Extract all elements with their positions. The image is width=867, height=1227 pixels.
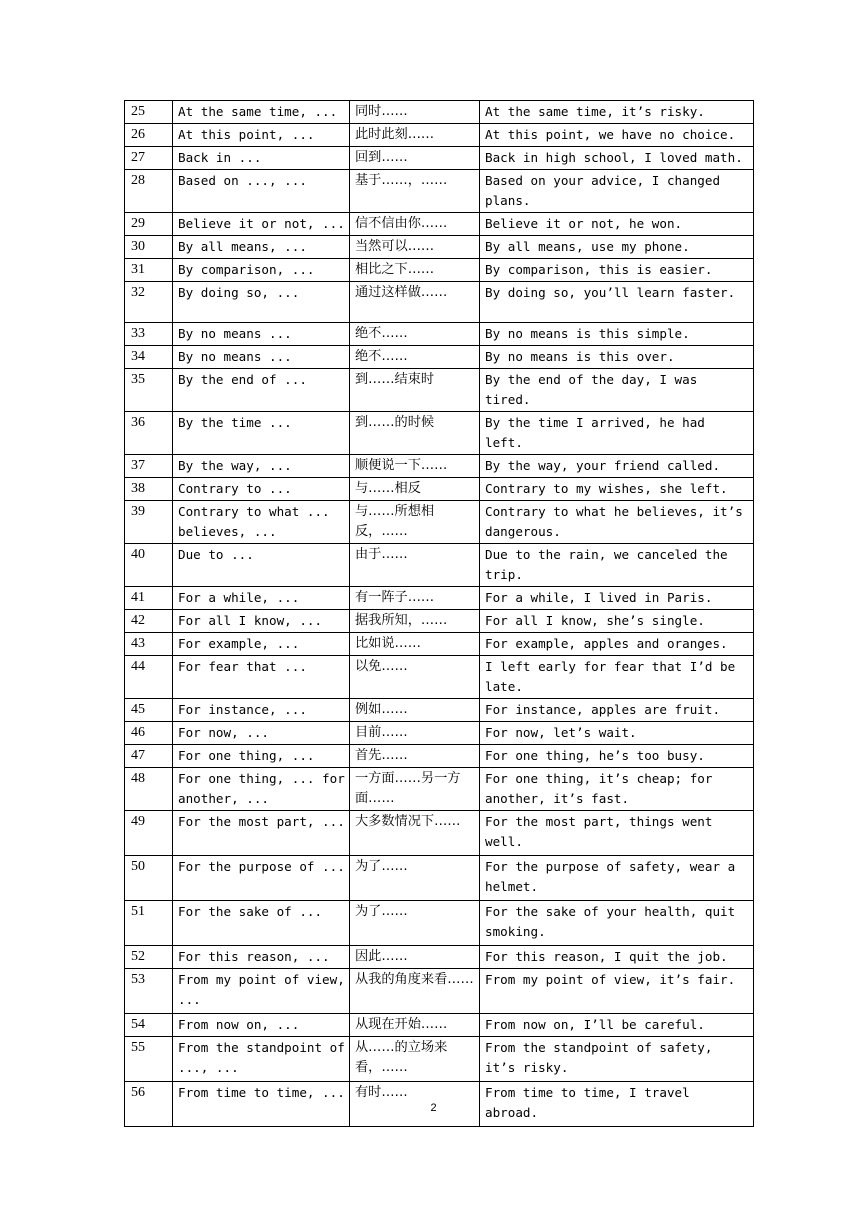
meaning-cell: 为了…… (350, 901, 480, 946)
meaning-cell: 当然可以…… (350, 236, 480, 259)
table-row (125, 722, 754, 745)
phrase-cell: For this reason, ... (173, 946, 350, 969)
example-cell: By no means is this over. (480, 346, 754, 369)
phrase-table (124, 100, 754, 1127)
meaning-cell: 因此…… (350, 946, 480, 969)
meaning-cell: 一方面……另一方面…… (350, 768, 480, 811)
meaning-cell: 大多数情况下…… (350, 811, 480, 856)
row-number: 40 (125, 544, 173, 587)
phrase-cell: By no means ... (173, 323, 350, 346)
row-number: 53 (125, 969, 173, 1014)
row-number: 29 (125, 213, 173, 236)
phrase-cell: Based on ..., ... (173, 170, 350, 213)
table-row (125, 656, 754, 699)
row-number: 31 (125, 259, 173, 282)
example-cell: For the purpose of safety, wear a helmet. (480, 856, 754, 901)
meaning-cell: 顺便说一下…… (350, 455, 480, 478)
table-row (125, 369, 754, 412)
meaning-cell: 据我所知，…… (350, 610, 480, 633)
phrase-cell: Due to ... (173, 544, 350, 587)
phrase-cell: By doing so, ... (173, 282, 350, 323)
row-number: 39 (125, 501, 173, 544)
meaning-cell: 通过这样做…… (350, 282, 480, 323)
table-row (125, 101, 754, 124)
phrase-cell: By all means, ... (173, 236, 350, 259)
row-number: 54 (125, 1014, 173, 1037)
example-cell: By doing so, you’ll learn faster. (480, 282, 754, 323)
example-cell: By all means, use my phone. (480, 236, 754, 259)
phrase-cell: From time to time, ... (173, 1082, 350, 1127)
example-cell: For this reason, I quit the job. (480, 946, 754, 969)
meaning-cell: 为了…… (350, 856, 480, 901)
example-cell: For all I know, she’s single. (480, 610, 754, 633)
row-number: 37 (125, 455, 173, 478)
meaning-cell: 从现在开始…… (350, 1014, 480, 1037)
row-number: 35 (125, 369, 173, 412)
meaning-cell: 基于……，…… (350, 170, 480, 213)
row-number: 30 (125, 236, 173, 259)
example-cell: From now on, I’ll be careful. (480, 1014, 754, 1037)
meaning-cell: 到……的时候 (350, 412, 480, 455)
table-row (125, 1014, 754, 1037)
example-cell: Based on your advice, I changed plans. (480, 170, 754, 213)
example-cell: At this point, we have no choice. (480, 124, 754, 147)
meaning-cell: 绝不…… (350, 323, 480, 346)
phrase-cell: For now, ... (173, 722, 350, 745)
row-number: 33 (125, 323, 173, 346)
meaning-cell: 由于…… (350, 544, 480, 587)
phrase-cell: For the purpose of ... (173, 856, 350, 901)
phrase-cell: Believe it or not, ... (173, 213, 350, 236)
meaning-cell: 此时此刻…… (350, 124, 480, 147)
table-row (125, 633, 754, 656)
phrase-cell: For a while, ... (173, 587, 350, 610)
meaning-cell: 同时…… (350, 101, 480, 124)
meaning-cell: 有一阵子…… (350, 587, 480, 610)
example-cell: By no means is this simple. (480, 323, 754, 346)
meaning-cell: 有时…… (350, 1082, 480, 1127)
row-number: 45 (125, 699, 173, 722)
example-cell: Back in high school, I loved math. (480, 147, 754, 170)
row-number: 44 (125, 656, 173, 699)
row-number: 28 (125, 170, 173, 213)
table-row (125, 610, 754, 633)
example-cell: I left early for fear that I’d be late. (480, 656, 754, 699)
table-row (125, 236, 754, 259)
row-number: 48 (125, 768, 173, 811)
row-number: 49 (125, 811, 173, 856)
example-cell: From time to time, I travel abroad. (480, 1082, 754, 1127)
phrase-cell: For example, ... (173, 633, 350, 656)
example-cell: For a while, I lived in Paris. (480, 587, 754, 610)
example-cell: Contrary to what he believes, it’s dangerous. (480, 501, 754, 544)
table-row (125, 1037, 754, 1082)
meaning-cell: 相比之下…… (350, 259, 480, 282)
row-number: 47 (125, 745, 173, 768)
row-number: 26 (125, 124, 173, 147)
phrase-cell: From my point of view, ... (173, 969, 350, 1014)
example-cell: Believe it or not, he won. (480, 213, 754, 236)
table-row (125, 147, 754, 170)
example-cell: For now, let’s wait. (480, 722, 754, 745)
phrase-cell: By the end of ... (173, 369, 350, 412)
meaning-cell: 到……结束时 (350, 369, 480, 412)
table-row (125, 455, 754, 478)
phrase-cell: Contrary to what ... believes, ... (173, 501, 350, 544)
meaning-cell: 与……相反 (350, 478, 480, 501)
phrase-cell: Contrary to ... (173, 478, 350, 501)
example-cell: By the time I arrived, he had left. (480, 412, 754, 455)
phrase-cell: By the way, ... (173, 455, 350, 478)
meaning-cell: 从……的立场来看，…… (350, 1037, 480, 1082)
row-number: 55 (125, 1037, 173, 1082)
table-row (125, 282, 754, 323)
row-number: 27 (125, 147, 173, 170)
row-number: 36 (125, 412, 173, 455)
table-row (125, 412, 754, 455)
table-row (125, 213, 754, 236)
phrase-cell: For the most part, ... (173, 811, 350, 856)
table-row (125, 478, 754, 501)
table-row (125, 699, 754, 722)
example-cell: Contrary to my wishes, she left. (480, 478, 754, 501)
table-row (125, 544, 754, 587)
phrase-cell: Back in ... (173, 147, 350, 170)
phrase-cell: By the time ... (173, 412, 350, 455)
phrase-cell: For instance, ... (173, 699, 350, 722)
example-cell: By the end of the day, I was tired. (480, 369, 754, 412)
table-row (125, 811, 754, 856)
meaning-cell: 从我的角度来看…… (350, 969, 480, 1014)
row-number: 52 (125, 946, 173, 969)
table-row (125, 587, 754, 610)
row-number: 42 (125, 610, 173, 633)
meaning-cell: 目前…… (350, 722, 480, 745)
row-number: 34 (125, 346, 173, 369)
phrase-cell: From now on, ... (173, 1014, 350, 1037)
example-cell: For the sake of your health, quit smoking. (480, 901, 754, 946)
table-row (125, 346, 754, 369)
table-row (125, 856, 754, 901)
example-cell: For the most part, things went well. (480, 811, 754, 856)
example-cell: For one thing, it’s cheap; for another, it’s fast. (480, 768, 754, 811)
table-row (125, 170, 754, 213)
phrase-table-body (125, 101, 754, 1127)
row-number: 25 (125, 101, 173, 124)
row-number: 50 (125, 856, 173, 901)
row-number: 41 (125, 587, 173, 610)
meaning-cell: 信不信由你…… (350, 213, 480, 236)
table-row (125, 946, 754, 969)
phrase-cell: By no means ... (173, 346, 350, 369)
example-cell: From my point of view, it’s fair. (480, 969, 754, 1014)
table-row (125, 124, 754, 147)
phrase-cell: At the same time, ... (173, 101, 350, 124)
table-row (125, 323, 754, 346)
meaning-cell: 比如说…… (350, 633, 480, 656)
row-number: 46 (125, 722, 173, 745)
row-number: 56 (125, 1082, 173, 1127)
phrase-cell: For fear that ... (173, 656, 350, 699)
table-row (125, 901, 754, 946)
example-cell: For one thing, he’s too busy. (480, 745, 754, 768)
example-cell: Due to the rain, we canceled the trip. (480, 544, 754, 587)
meaning-cell: 例如…… (350, 699, 480, 722)
row-number: 43 (125, 633, 173, 656)
example-cell: From the standpoint of safety, it’s risky. (480, 1037, 754, 1082)
phrase-cell: For the sake of ... (173, 901, 350, 946)
row-number: 32 (125, 282, 173, 323)
table-row (125, 768, 754, 811)
page-number: 2 (430, 1102, 437, 1114)
phrase-cell: For one thing, ... (173, 745, 350, 768)
example-cell: For instance, apples are fruit. (480, 699, 754, 722)
meaning-cell: 首先…… (350, 745, 480, 768)
table-row (125, 745, 754, 768)
meaning-cell: 与……所想相反，…… (350, 501, 480, 544)
example-cell: At the same time, it’s risky. (480, 101, 754, 124)
table-row (125, 259, 754, 282)
phrase-cell: From the standpoint of ..., ... (173, 1037, 350, 1082)
table-row (125, 969, 754, 1014)
meaning-cell: 以免…… (350, 656, 480, 699)
example-cell: By comparison, this is easier. (480, 259, 754, 282)
example-cell: For example, apples and oranges. (480, 633, 754, 656)
phrase-cell: For all I know, ... (173, 610, 350, 633)
row-number: 51 (125, 901, 173, 946)
meaning-cell: 回到…… (350, 147, 480, 170)
table-row (125, 501, 754, 544)
phrase-cell: At this point, ... (173, 124, 350, 147)
phrase-cell: For one thing, ... for another, ... (173, 768, 350, 811)
meaning-cell: 绝不…… (350, 346, 480, 369)
example-cell: By the way, your friend called. (480, 455, 754, 478)
row-number: 38 (125, 478, 173, 501)
phrase-cell: By comparison, ... (173, 259, 350, 282)
